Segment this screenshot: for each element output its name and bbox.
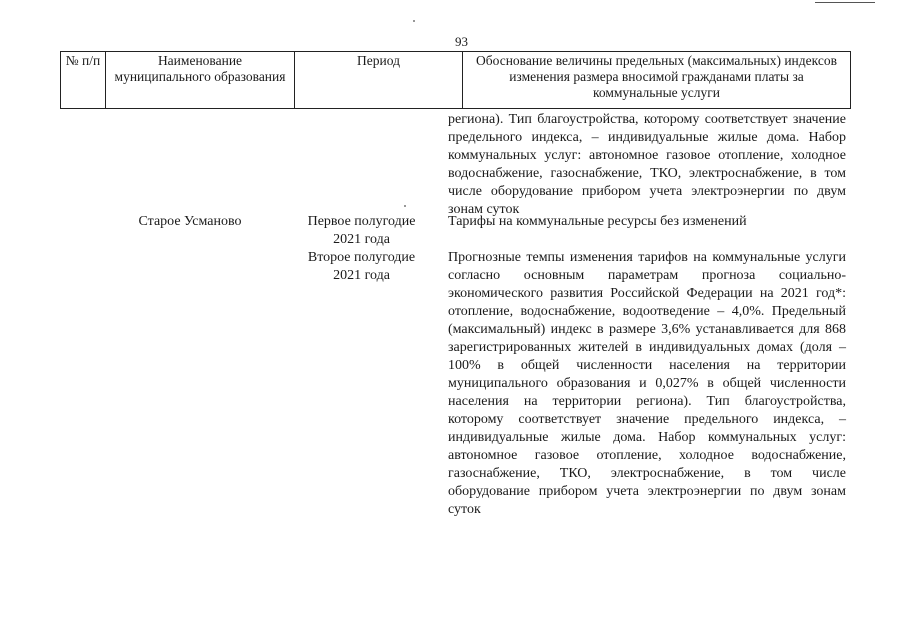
page-number: 93	[455, 34, 468, 49]
scan-speck	[404, 205, 406, 207]
municipality-name: Старое Усманово	[138, 214, 242, 229]
scan-speck	[413, 20, 415, 22]
period-first-half: Первое полугодие 2021 года	[307, 214, 416, 247]
table-header	[60, 51, 851, 109]
header-period: Период	[295, 52, 463, 109]
header-num: № п/п	[61, 52, 106, 109]
basis-second-half: Прогнозные темпы изменения тарифов на коммунальные услуги согласно основным параметрам прогноза социально-экономического развития Российской Федерации на 2021 год*: отопление, водоснабжение, водоотведение – 4,0%. Предельный (максимальный) индекс в размере 3,6% устанавливается для 868 зарегистрированных жителей в индивидуальных домах (доля – 100% в общей численности населения на территории муниципального образования и 0,027% в общей численности населения на территории региона). Тип благоустройства, которому соответствует значение предельного индекса, – индивидуальные жилые дома. Набор коммунальных услуг: автономное газовое отопление, холодное водоснабжение, газоснабжение, ТКО, электроснабжение, в том числе оборудование прибором учета электроэнергии по двум зонам суток	[448, 250, 846, 517]
continued-text: региона). Тип благоустройства, которому соответствует значение предельного индекса, – индивидуальные жилые дома. Набор коммунальных услуг: автономное газовое отопление, холодное водоснабжение, газоснабжение, ТКО, электроснабжение, в том числе оборудование прибором учета электроэнергии по двум зонам суток	[448, 112, 846, 217]
basis-first-half: Тарифы на коммунальные ресурсы без изменений	[448, 214, 747, 229]
header-name: Наименование муниципального образования	[106, 52, 295, 109]
corner-mark	[815, 2, 875, 3]
period-second-half: Второе полугодие 2021 года	[307, 250, 416, 283]
header-basis: Обоснование величины предельных (максимальных) индексов изменения размера вносимой гражданами платы за коммунальные услуги	[463, 52, 851, 109]
